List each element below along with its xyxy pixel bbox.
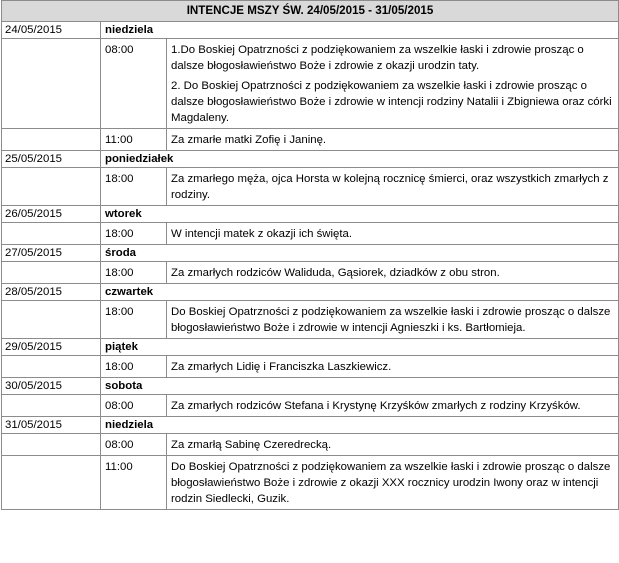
mass-row [2,168,619,206]
mass-time: 08:00 [101,39,167,129]
intention-text: Za zmarłe matki Zofię i Janinę. [171,134,327,146]
intention-text: Za zmarłego męża, ojca Horsta w kolejną rocznicę śmierci, oraz wszystkich zmarłych z rodziny. [171,173,609,201]
mass-row [2,395,619,417]
day-row [2,206,619,223]
empty-cell [2,223,101,245]
intention-text: Za zmarłą Sabinę Czeredrecką. [171,439,332,451]
day-name: sobota [101,378,619,395]
mass-time: 18:00 [101,301,167,339]
mass-time: 18:00 [101,356,167,378]
day-name: niedziela [101,22,619,39]
day-row [2,245,619,262]
day-row [2,417,619,434]
day-row [2,151,619,168]
intention-text: 1.Do Boskiej Opatrzności z podziękowaniem za wszelkie łaski i zdrowie prosząc o dalsze błogosławieństwo Boże i zdrowie z okazji urodzin taty. [171,44,584,72]
mass-time: 18:00 [101,223,167,245]
mass-intentions [167,262,619,284]
day-row [2,22,619,39]
day-date: 25/05/2015 [2,151,101,168]
day-name: środa [101,245,619,262]
mass-intentions [167,39,619,129]
empty-cell [2,262,101,284]
mass-row [2,456,619,510]
empty-cell [2,395,101,417]
mass-row [2,434,619,456]
mass-time: 08:00 [101,434,167,456]
day-row [2,378,619,395]
mass-row [2,39,619,129]
mass-intentions [167,356,619,378]
intention-text: Do Boskiej Opatrzności z podziękowaniem za wszelkie łaski i zdrowie prosząc o dalsze błogosławieństwo Boże i zdrowie w intencji Agnieszki i ks. Bartłomieja. [171,306,611,334]
empty-cell [2,129,101,151]
mass-intentions [167,168,619,206]
mass-row [2,129,619,151]
mass-time: 11:00 [101,129,167,151]
mass-time: 18:00 [101,168,167,206]
mass-time: 08:00 [101,395,167,417]
day-date: 30/05/2015 [2,378,101,395]
day-date: 29/05/2015 [2,339,101,356]
mass-intentions [167,456,619,510]
empty-cell [2,39,101,129]
empty-cell [2,168,101,206]
mass-intentions [167,223,619,245]
mass-intentions [167,301,619,339]
intention-text: Za zmarłych rodziców Waliduda, Gąsiorek, dziadków z obu stron. [171,267,500,279]
empty-cell [2,456,101,510]
intention-text: Za zmarłych rodziców Stefana i Krystynę Krzyśków zmarłych z rodziny Krzyśków. [171,400,581,412]
day-row [2,284,619,301]
intention-text: 2. Do Boskiej Opatrzności z podziękowaniem za wszelkie łaski i zdrowie prosząc o dalsze błogosławieństwo Boże i zdrowie w intencji rodziny Natalii i Zbigniewa oraz córki Magdaleny. [171,80,612,124]
page-title: INTENCJE MSZY ŚW. 24/05/2015 - 31/05/2015 [2,1,619,22]
empty-cell [2,301,101,339]
mass-row [2,223,619,245]
day-date: 27/05/2015 [2,245,101,262]
intention-text: Do Boskiej Opatrzności z podziękowaniem za wszelkie łaski i zdrowie prosząc o dalsze błogosławieństwo Boże i zdrowie z okazji XXX rocznicy urodzin Iwony oraz w intencji rodzin Siedlecki, Guzik. [171,461,611,505]
day-date: 31/05/2015 [2,417,101,434]
mass-time: 11:00 [101,456,167,510]
empty-cell [2,356,101,378]
day-name: poniedziałek [101,151,619,168]
mass-time: 18:00 [101,262,167,284]
intention-text: W intencji matek z okazji ich święta. [171,228,353,240]
mass-intentions [167,129,619,151]
day-name: niedziela [101,417,619,434]
day-name: wtorek [101,206,619,223]
mass-intentions-table [1,0,619,510]
day-name: piątek [101,339,619,356]
mass-row [2,301,619,339]
mass-intentions [167,434,619,456]
mass-row [2,356,619,378]
mass-intentions [167,395,619,417]
day-name: czwartek [101,284,619,301]
day-row [2,339,619,356]
title-row [2,1,619,22]
day-date: 26/05/2015 [2,206,101,223]
mass-row [2,262,619,284]
day-date: 24/05/2015 [2,22,101,39]
intention-text: Za zmarłych Lidię i Franciszka Laszkiewicz. [171,361,392,373]
empty-cell [2,434,101,456]
day-date: 28/05/2015 [2,284,101,301]
